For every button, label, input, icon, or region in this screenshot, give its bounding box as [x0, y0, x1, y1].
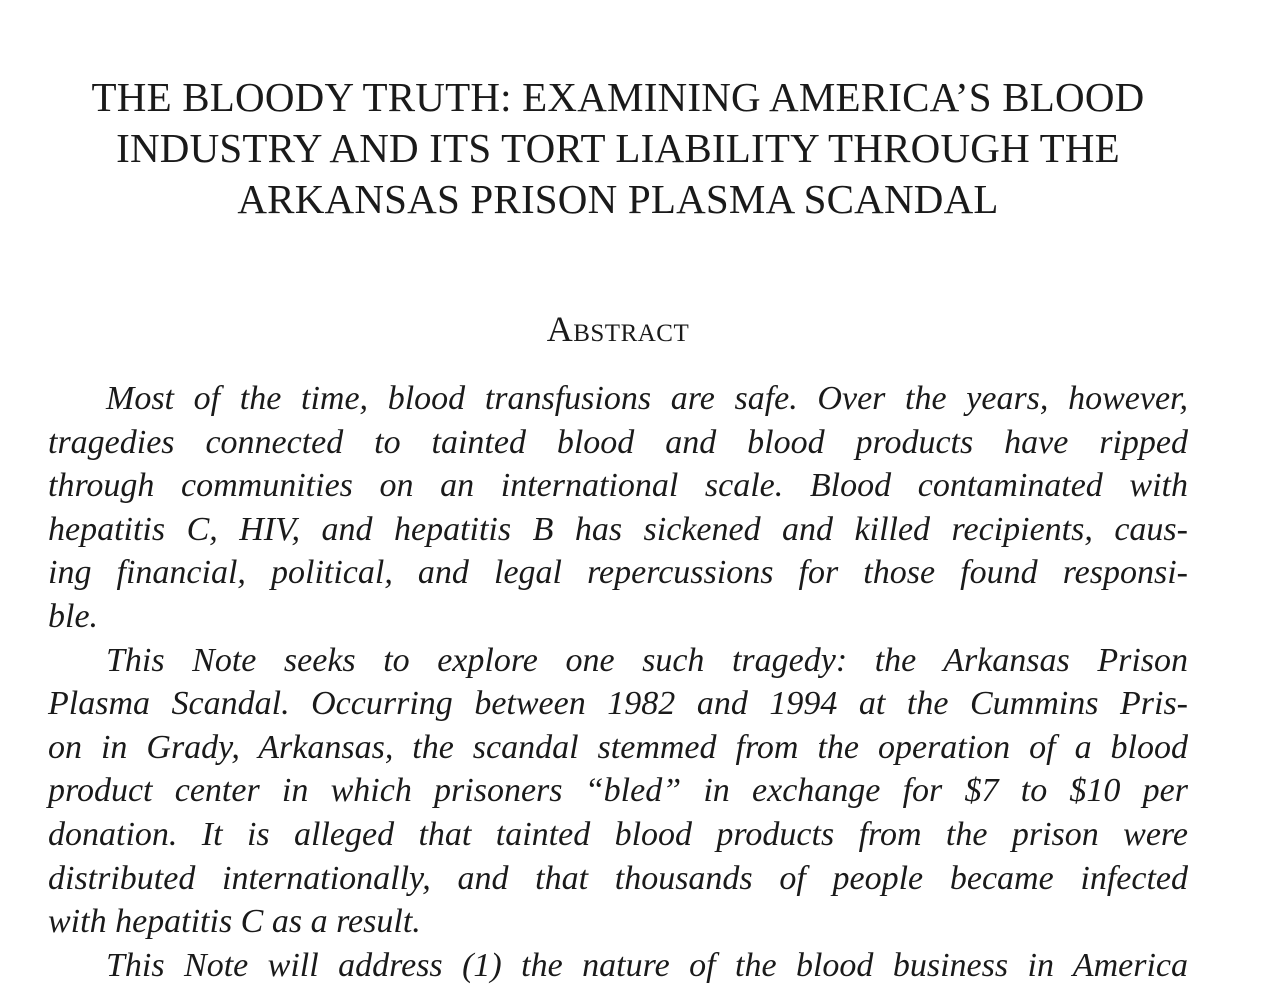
text-line: product center in which prisoners “bled” in exchange for $7 to $10 per [48, 772, 1188, 810]
title-line: INDUSTRY AND ITS TORT LIABILITY THROUGH THE [116, 125, 1120, 171]
text-line: This Note seeks to explore one such tragedy: the Arkansas Prison [106, 641, 1188, 679]
document-page [48, 72, 1188, 984]
abstract-paragraph [48, 944, 1188, 984]
text-line: ing financial, political, and legal repercussions for those found responsi- [48, 554, 1188, 592]
abstract-heading: Abstract [546, 309, 690, 349]
text-line: with hepatitis C as a result. [48, 903, 421, 941]
abstract-paragraph [48, 639, 1188, 944]
text-line: ble. [48, 597, 99, 635]
text-line: Most of the time, blood transfusions are safe. Over the years, however, [106, 380, 1188, 417]
text-line: This Note will address (1) the nature of the blood business in America [106, 946, 1188, 984]
text-line: on in Grady, Arkansas, the scandal stemmed from the operation of a blood [48, 728, 1188, 766]
text-line: hepatitis C, HIV, and hepatitis B has sickened and killed recipients, caus- [48, 510, 1188, 548]
paper-title [48, 72, 1188, 225]
title-line: THE BLOODY TRUTH: EXAMINING AMERICA’S BLOOD [91, 74, 1145, 120]
text-line: donation. It is alleged that tainted blood products from the prison were [48, 815, 1188, 853]
text-line: Plasma Scandal. Occurring between 1982 and 1994 at the Cummins Pris- [48, 685, 1188, 723]
title-line: ARKANSAS PRISON PLASMA SCANDAL [237, 176, 999, 222]
text-line: tragedies connected to tainted blood and blood products have ripped [48, 423, 1188, 461]
text-line: through communities on an international scale. Blood contaminated with [48, 467, 1188, 505]
abstract-paragraph [48, 377, 1188, 639]
text-line: distributed internationally, and that thousands of people became infected [48, 859, 1188, 897]
abstract-body [48, 377, 1188, 984]
